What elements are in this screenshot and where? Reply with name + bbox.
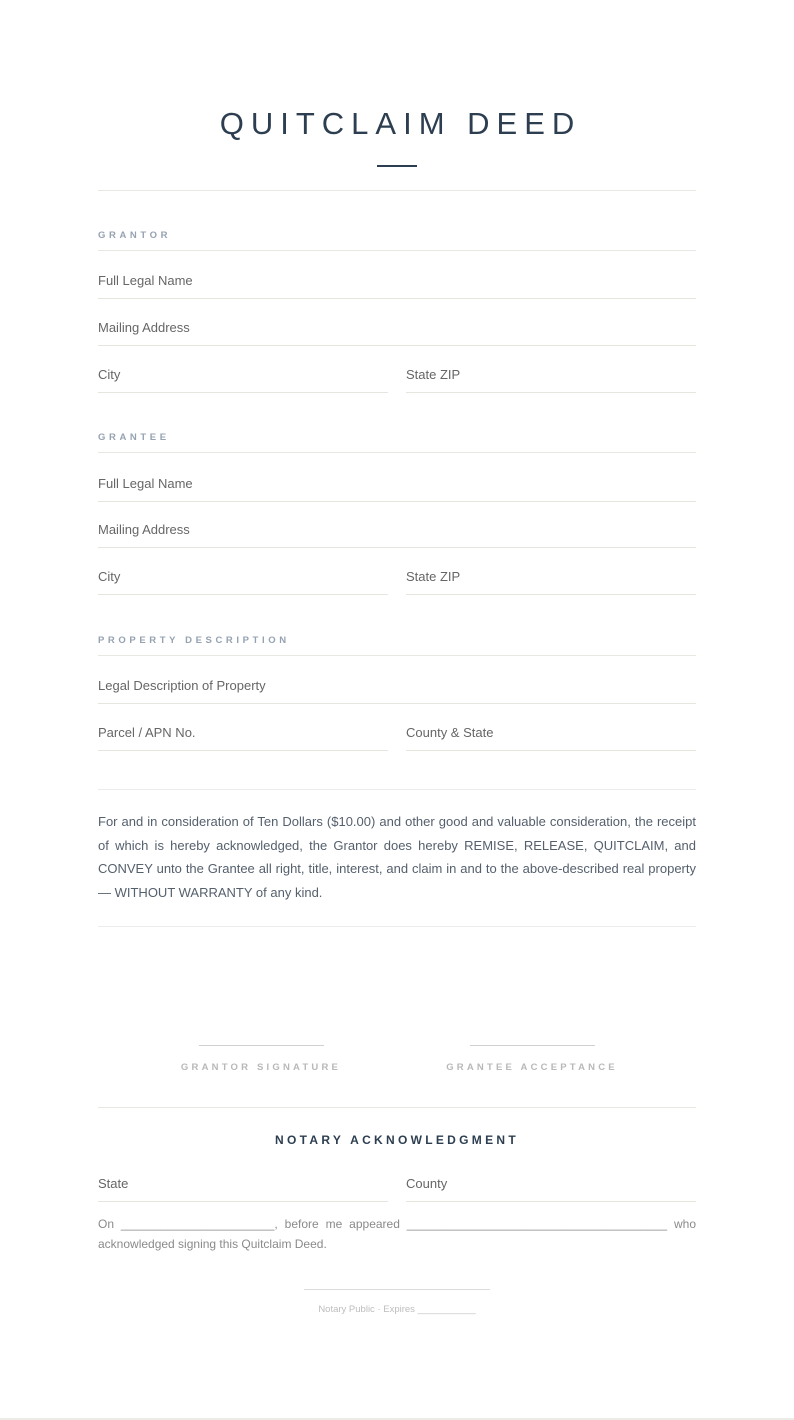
grantor-name-field[interactable] — [98, 268, 696, 299]
grantor-address-field[interactable] — [98, 315, 696, 346]
grantee-signature-line[interactable] — [470, 1045, 595, 1046]
document-title: QUITCLAIM DEED — [219, 106, 582, 141]
property-section-label: PROPERTY DESCRIPTION — [98, 635, 290, 646]
grantor-address-placeholder: Mailing Address — [98, 320, 190, 335]
parcel-apn-placeholder: Parcel / APN No. — [98, 725, 196, 740]
parcel-apn-field[interactable] — [98, 720, 388, 751]
grantor-state-zip-field[interactable] — [406, 362, 696, 393]
grantor-city-placeholder: City — [98, 367, 121, 382]
grantee-city-field[interactable] — [98, 564, 388, 595]
grantee-acceptance-label: GRANTEE ACCEPTANCE — [446, 1062, 618, 1073]
notary-county-placeholder: County — [406, 1176, 448, 1191]
notary-signature-line[interactable] — [304, 1289, 490, 1290]
grantee-state-zip-field[interactable] — [406, 564, 696, 595]
title-accent-divider — [377, 165, 417, 167]
county-state-field[interactable] — [406, 720, 696, 751]
grantee-name-placeholder: Full Legal Name — [98, 476, 193, 491]
grantee-state-zip-placeholder: State ZIP — [406, 569, 461, 584]
grantee-name-field[interactable] — [98, 471, 696, 502]
grantor-name-placeholder: Full Legal Name — [98, 273, 193, 288]
header-divider — [98, 190, 696, 191]
grantor-divider — [98, 250, 696, 251]
county-state-placeholder: County & State — [406, 725, 494, 740]
notary-county-field[interactable] — [406, 1171, 696, 1202]
notary-statement: On _______________________, before me appeared _______________________________________ who acknowledged signing this Quitclaim Deed. — [98, 1217, 696, 1251]
legal-description-field[interactable] — [98, 673, 696, 704]
grantor-signature-label: GRANTOR SIGNATURE — [180, 1062, 342, 1073]
conveyance-clause: For and in consideration of Ten Dollars ($10.00) and other good and valuable consideration, the receipt of which is hereby acknowledged, the Grantor does hereby REMISE, RELEASE, QUITCLAIM, and CONVEY unto the Grantee all right, title, interest, and claim in and to the above-described real property — WITHOUT WARRANTY of any kind. — [98, 814, 696, 900]
property-divider — [98, 655, 696, 656]
grantor-state-zip-placeholder: State ZIP — [406, 367, 461, 382]
grantee-section-label: GRANTEE — [98, 432, 170, 443]
conveyance-top-divider — [98, 789, 696, 790]
grantor-signature-line[interactable] — [199, 1045, 324, 1046]
notary-state-placeholder: State — [98, 1176, 129, 1191]
notary-divider — [98, 1107, 696, 1108]
notary-caption: Notary Public · Expires ___________ — [318, 1304, 476, 1315]
grantee-address-placeholder: Mailing Address — [98, 522, 190, 537]
notary-title: NOTARY ACKNOWLEDGMENT — [275, 1133, 519, 1147]
conveyance-bottom-divider — [98, 926, 696, 927]
grantee-divider — [98, 452, 696, 453]
notary-state-field[interactable] — [98, 1171, 388, 1202]
legal-description-placeholder: Legal Description of Property — [98, 678, 266, 693]
grantor-section-label: GRANTOR — [98, 230, 172, 241]
grantor-city-field[interactable] — [98, 362, 388, 393]
grantee-address-field[interactable] — [98, 517, 696, 548]
grantee-city-placeholder: City — [98, 569, 121, 584]
